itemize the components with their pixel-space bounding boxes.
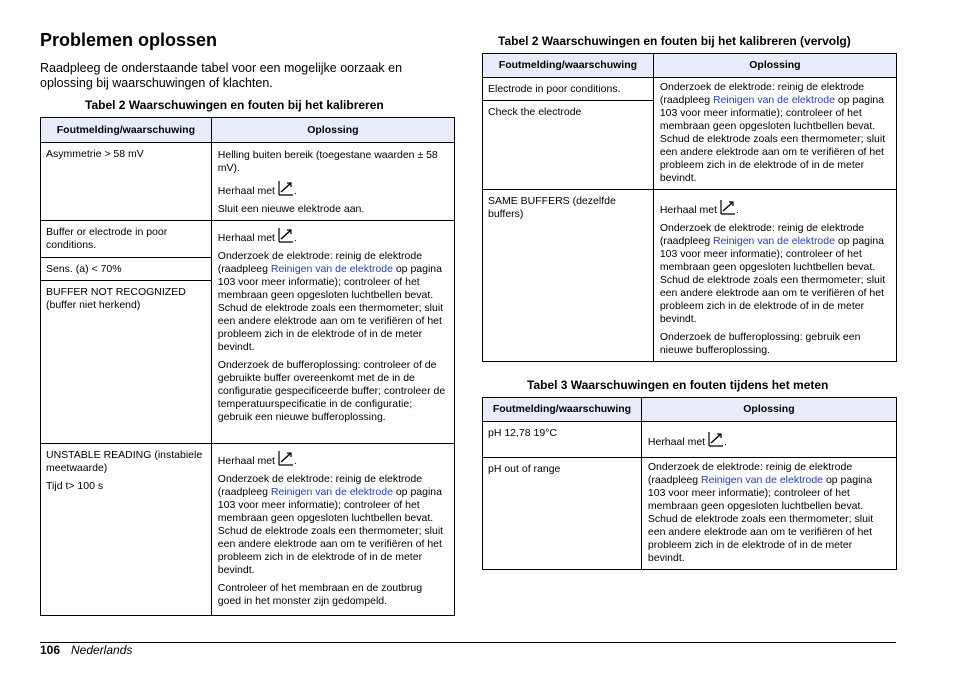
error-cell: Buffer or electrode in poor conditions. [41, 221, 212, 258]
language-label: Nederlands [71, 643, 133, 657]
solution-cell: Onderzoek de elektrode: reinig de elektrode (raadpleeg Reinigen van de elektrode op pagina 103 voor meer informatie); controleer of het membraan geen opgesloten luchtbellen bevat. Schud de elektrode zoals een thermometer; sluit een andere elektrode aan om te verifiëren of het probleem zich in de elektrode of in de meter bevindt. [641, 458, 896, 570]
calibrate-icon [708, 431, 724, 447]
solution-cell: Herhaal met . Onderzoek de elektrode: reinig de elektrode (raadpleeg Reinigen van de elektrode op pagina 103 voor meer informatie); controleer of het membraan geen opgesloten luchtbellen bevat. Schud de elektrode zoals een thermometer; sluit een andere elektrode aan om te verifiëren of het probleem zich in de elektrode of in de meter bevindt. Controleer of het membraan en de zoutbrug goed in het monster zijn gedompeld. [211, 444, 454, 616]
error-cell: Sens. (a) < 70% [41, 258, 212, 281]
calibrate-icon [278, 227, 294, 243]
error-cell: BUFFER NOT RECOGNIZED (buffer niet herkend) [41, 281, 212, 444]
error-cell: Asymmetrie > 58 mV [41, 143, 212, 221]
table3-header-solution: Oplossing [641, 398, 896, 422]
table-row [41, 143, 455, 221]
calibrate-icon [278, 180, 294, 196]
table2-header-error: Foutmelding/waarschuwing [41, 118, 212, 143]
cleaning-link[interactable]: Reinigen van de elektrode [712, 235, 835, 247]
error-cell: Check the electrode [483, 101, 654, 190]
cleaning-link[interactable]: Reinigen van de elektrode [712, 94, 835, 106]
table2b-header-solution: Oplossing [653, 54, 896, 78]
cleaning-link[interactable]: Reinigen van de elektrode [270, 263, 393, 275]
page-title: Problemen oplossen [40, 30, 218, 50]
table-row [483, 458, 897, 570]
intro-text: Raadpleeg de onderstaande tabel voor een mogelijke oorzaak en oplossing bij waarschuwingen of klachten. [40, 61, 403, 90]
solution-cell: Helling buiten bereik (toegestane waarden ± 58 mV). Herhaal met . Sluit een nieuwe elektrode aan. [211, 143, 454, 221]
solution-cell: Herhaal met . [641, 422, 896, 458]
table3-caption: Tabel 3 Waarschuwingen en fouten tijdens het meten [527, 378, 829, 392]
table-row [41, 221, 455, 258]
solution-cell: Herhaal met . Onderzoek de elektrode: reinig de elektrode (raadpleeg Reinigen van de elektrode op pagina 103 voor meer informatie); controleer of het membraan geen opgesloten luchtbellen bevat. Schud de elektrode zoals een thermometer; sluit een andere elektrode aan om te verifiëren of het probleem zich in de elektrode of in de meter bevindt. Onderzoek de bufferoplossing: gebruik een nieuwe bufferoplossing. [653, 190, 896, 362]
error-cell: pH out of range [483, 458, 642, 570]
table2b [482, 53, 897, 362]
error-cell: pH 12,78 19°C [483, 422, 642, 458]
error-cell: Electrode in poor conditions. [483, 78, 654, 101]
error-cell: UNSTABLE READING (instabiele meetwaarde) Tijd t> 100 s [41, 444, 212, 616]
table-row [483, 78, 897, 101]
cleaning-link[interactable]: Reinigen van de elektrode [701, 474, 824, 486]
calibrate-icon [278, 450, 294, 466]
cleaning-link[interactable]: Reinigen van de elektrode [270, 486, 393, 498]
table2-header-solution: Oplossing [211, 118, 454, 143]
table2-caption: Tabel 2 Waarschuwingen en fouten bij het kalibreren [85, 98, 384, 112]
table3 [482, 397, 897, 570]
footer-divider [40, 642, 896, 643]
table2b-header-error: Foutmelding/waarschuwing [483, 54, 654, 78]
table3-header-error: Foutmelding/waarschuwing [483, 398, 642, 422]
solution-cell: Herhaal met . Onderzoek de elektrode: reinig de elektrode (raadpleeg Reinigen van de elektrode op pagina 103 voor meer informatie); controleer of het membraan geen opgesloten luchtbellen bevat. Schud de elektrode zoals een thermometer; sluit een andere elektrode aan om te verifiëren of het probleem zich in de elektrode of in de meter bevindt. Onderzoek de bufferoplossing: controleer of de gebruikte buffer overeenkomt met de in de configuratie gespecificeerde buffer; controleer de temperatuurspecificatie in de configuratie; gebruik een nieuwe bufferoplossing. [211, 221, 454, 444]
table-row [41, 444, 455, 616]
table-row [483, 190, 897, 362]
solution-cell: Onderzoek de elektrode: reinig de elektrode (raadpleeg Reinigen van de elektrode op pagina 103 voor meer informatie); controleer of het membraan geen opgesloten luchtbellen bevat. Schud de elektrode zoals een thermometer; sluit een andere elektrode aan om te verifiëren of het probleem zich in de elektrode of in de meter bevindt. [653, 78, 896, 190]
table2b-caption: Tabel 2 Waarschuwingen en fouten bij het kalibreren (vervolg) [498, 34, 851, 48]
error-cell: SAME BUFFERS (dezelfde buffers) [483, 190, 654, 362]
calibrate-icon [720, 199, 736, 215]
table-row [483, 422, 897, 458]
page-number: 106 [40, 643, 61, 657]
table2 [40, 117, 455, 616]
